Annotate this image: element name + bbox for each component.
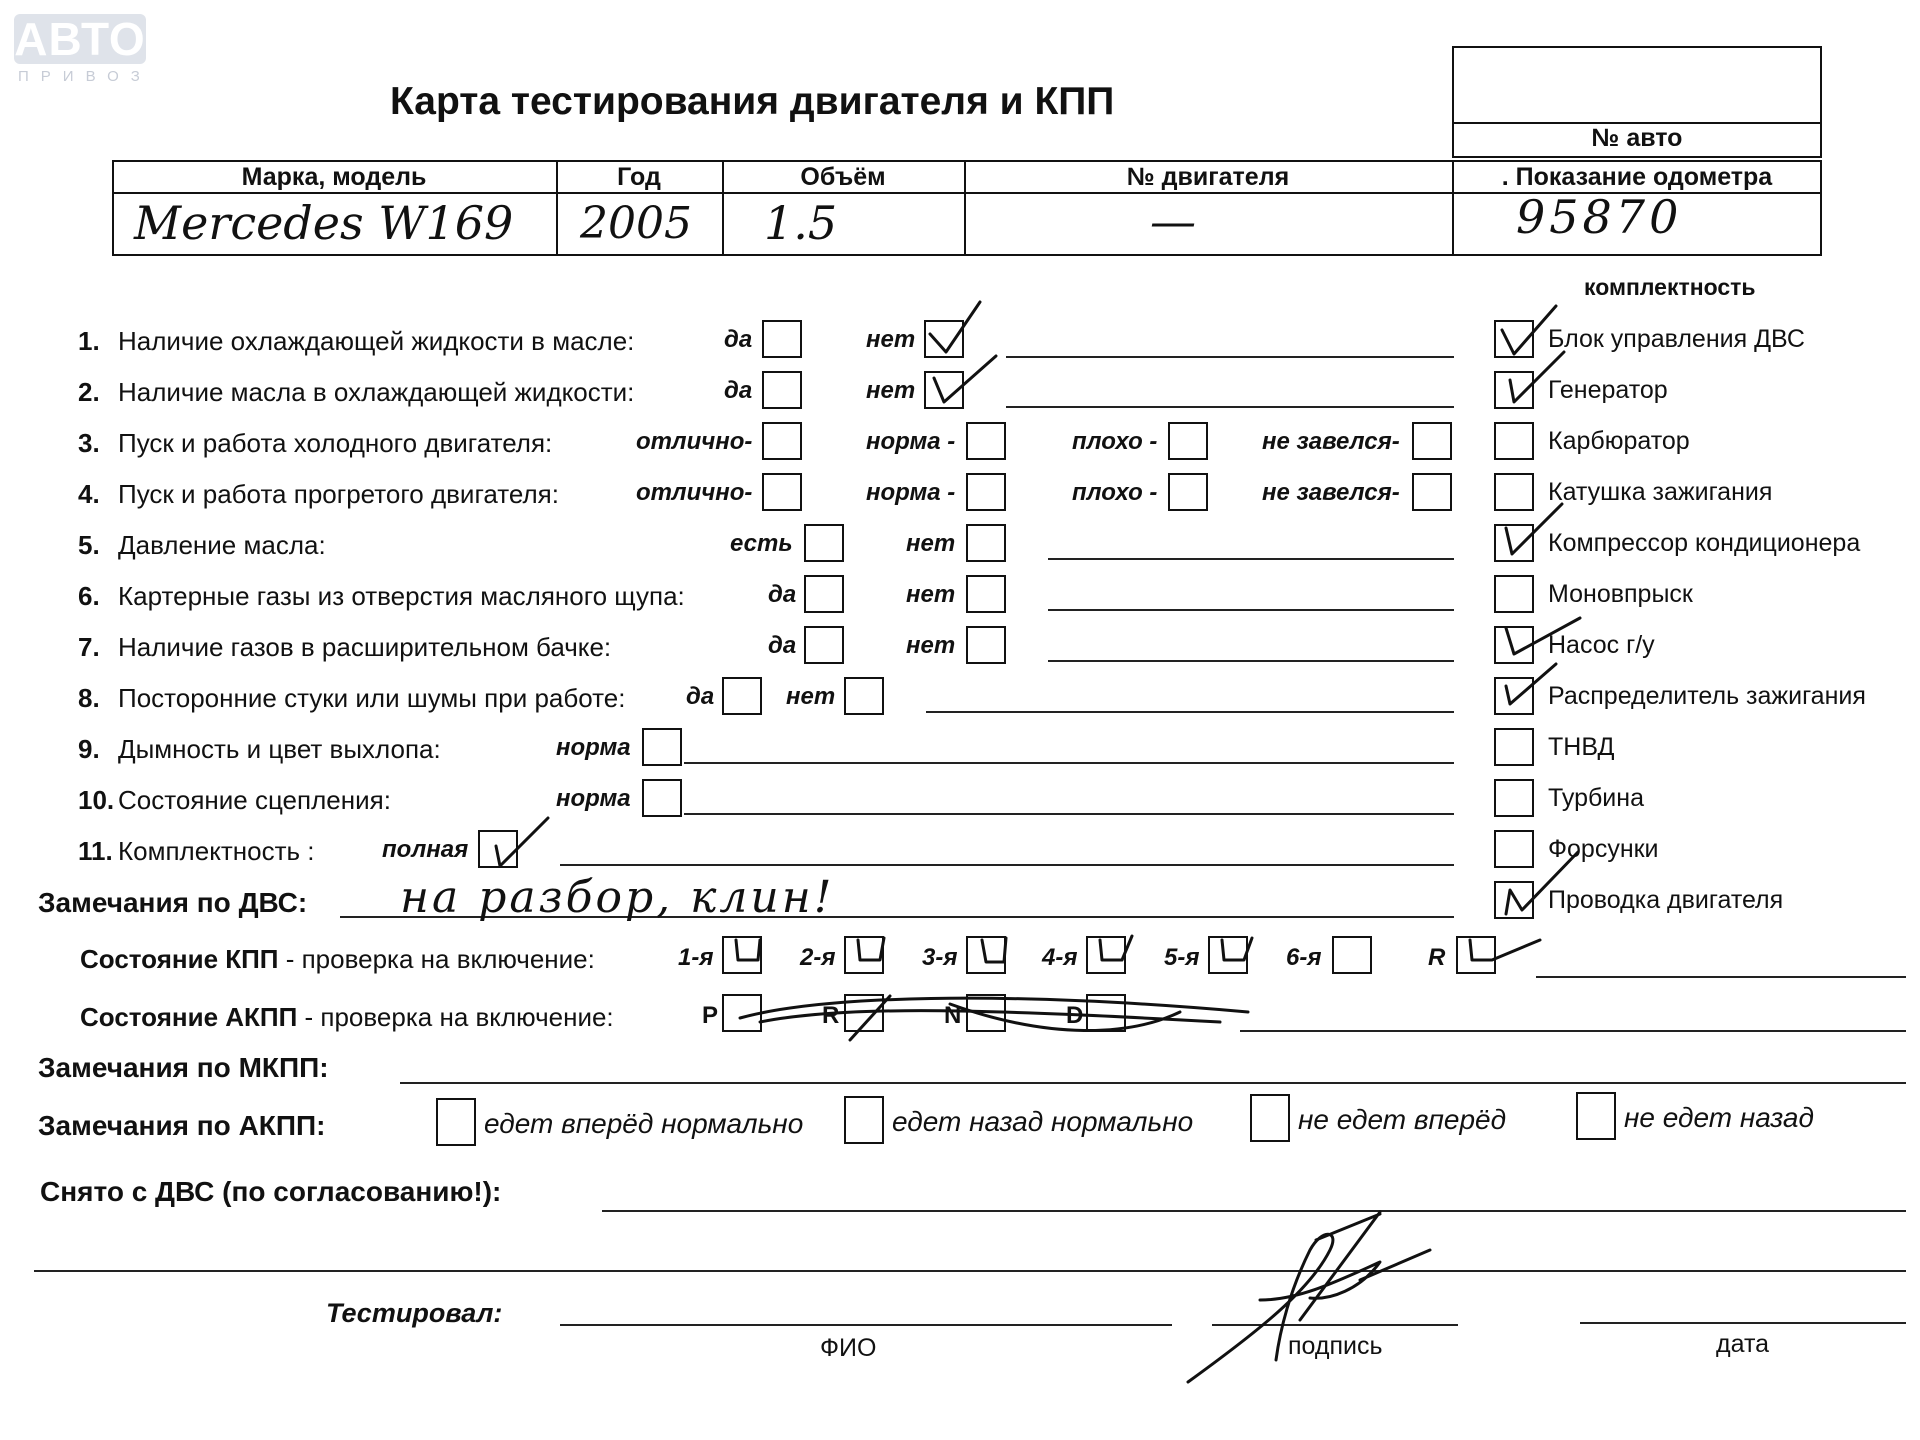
checkbox[interactable] bbox=[1086, 994, 1126, 1032]
option-label: отлично- bbox=[636, 479, 753, 506]
row-number: 6. bbox=[78, 581, 100, 611]
checkbox[interactable] bbox=[722, 677, 762, 715]
col-model: Марка, модель bbox=[241, 163, 427, 191]
col-engine-number: № двигателя bbox=[1126, 163, 1290, 191]
checkbox[interactable] bbox=[762, 473, 802, 511]
checkbox[interactable] bbox=[1168, 422, 1208, 460]
checkbox[interactable] bbox=[436, 1098, 476, 1146]
akpp-mode: D bbox=[1066, 1002, 1084, 1029]
checkbox[interactable] bbox=[844, 936, 884, 974]
signature-caption: подпись bbox=[1288, 1332, 1383, 1360]
option-label: плохо - bbox=[1072, 428, 1158, 455]
completeness-item: Карбюратор bbox=[1548, 427, 1690, 455]
checkbox[interactable] bbox=[762, 320, 802, 358]
row-label: Наличие масла в охлаждающей жидкости: bbox=[118, 377, 635, 407]
option-label: не завелся- bbox=[1262, 479, 1400, 506]
checkbox[interactable] bbox=[844, 994, 884, 1032]
row-number: 8. bbox=[78, 683, 100, 713]
checkbox[interactable] bbox=[966, 524, 1006, 562]
checkbox[interactable] bbox=[1412, 473, 1452, 511]
checkbox[interactable] bbox=[1494, 320, 1534, 358]
option-label: нет bbox=[866, 326, 916, 353]
option-label: не завелся- bbox=[1262, 428, 1400, 455]
checkbox[interactable] bbox=[966, 994, 1006, 1032]
akpp-option: не едет вперёд bbox=[1298, 1104, 1507, 1135]
kpp-label-rest: - проверка на включение: bbox=[278, 944, 595, 974]
checkbox[interactable] bbox=[722, 936, 762, 974]
row-label: Пуск и работа прогретого двигателя: bbox=[118, 479, 559, 509]
row-label: Комплектность : bbox=[118, 836, 315, 866]
col-odometer: . Показание одометра bbox=[1501, 163, 1773, 191]
remarks-mkpp-label: Замечания по МКПП: bbox=[38, 1052, 329, 1083]
checkbox[interactable] bbox=[966, 575, 1006, 613]
completeness-item: Турбина bbox=[1548, 784, 1644, 812]
option-label: нет bbox=[906, 530, 956, 557]
completeness-item: Форсунки bbox=[1548, 835, 1659, 863]
row-label: Состояние сцепления: bbox=[118, 785, 391, 815]
page-title: Карта тестирования двигателя и КПП bbox=[390, 80, 1115, 123]
completeness-item: Компрессор кондиционера bbox=[1548, 529, 1861, 557]
option-label: отлично- bbox=[636, 428, 753, 455]
checkbox[interactable] bbox=[1494, 677, 1534, 715]
akpp-mode: P bbox=[702, 1002, 719, 1029]
fio-caption: ФИО bbox=[820, 1334, 877, 1362]
kpp-label-bold: Состояние КПП bbox=[80, 944, 279, 974]
completeness-item: Блок управления ДВС bbox=[1548, 325, 1805, 353]
gear-label: 6-я bbox=[1286, 944, 1322, 971]
option-label: плохо - bbox=[1072, 479, 1158, 506]
completeness-header: комплектность bbox=[1584, 274, 1756, 300]
option-label: нет bbox=[906, 581, 956, 608]
akpp-mode: R bbox=[822, 1002, 840, 1029]
value-year: 2005 bbox=[580, 198, 692, 249]
akpp-label-rest: - проверка на включение: bbox=[297, 1002, 614, 1032]
row-label: Давление масла: bbox=[118, 530, 326, 560]
checkbox[interactable] bbox=[1456, 936, 1496, 974]
row-number: 9. bbox=[78, 734, 100, 764]
checkbox[interactable] bbox=[924, 371, 964, 409]
checkbox[interactable] bbox=[1412, 422, 1452, 460]
row-number: 10. bbox=[78, 785, 115, 815]
checkbox[interactable] bbox=[642, 779, 682, 817]
checkbox[interactable] bbox=[804, 626, 844, 664]
option-label: норма - bbox=[866, 428, 956, 455]
option-label: полная bbox=[382, 836, 469, 863]
checkbox[interactable] bbox=[844, 1096, 884, 1144]
checkbox[interactable] bbox=[1494, 473, 1534, 511]
row-label: Посторонние стуки или шумы при работе: bbox=[118, 683, 626, 713]
row-number: 3. bbox=[78, 428, 100, 458]
gear-label: 1-я bbox=[678, 944, 714, 971]
checkbox[interactable] bbox=[924, 320, 964, 358]
checkbox[interactable] bbox=[966, 422, 1006, 460]
akpp-mode: N bbox=[944, 1002, 962, 1029]
remarks-dvs-value: на разбор, клин! bbox=[400, 872, 835, 923]
row-label: Картерные газы из отверстия масляного щупа: bbox=[118, 581, 685, 611]
row-number: 5. bbox=[78, 530, 100, 560]
completeness-item: Генератор bbox=[1548, 376, 1668, 404]
checkbox[interactable] bbox=[1576, 1092, 1616, 1140]
gear-label: R bbox=[1428, 944, 1446, 971]
option-label: да bbox=[724, 326, 753, 353]
tested-by-label: Тестировал: bbox=[326, 1298, 503, 1328]
logo-subtitle: ПРИВОЗ bbox=[18, 68, 152, 85]
option-label: норма - bbox=[866, 479, 956, 506]
checkbox[interactable] bbox=[762, 371, 802, 409]
checkbox[interactable] bbox=[478, 830, 518, 868]
akpp-option: не едет назад bbox=[1624, 1102, 1814, 1133]
checkbox[interactable] bbox=[966, 626, 1006, 664]
akpp-label-bold: Состояние АКПП bbox=[80, 1002, 298, 1032]
row-number: 4. bbox=[78, 479, 100, 509]
row-number: 2. bbox=[78, 377, 100, 407]
row-number: 1. bbox=[78, 326, 100, 356]
completeness-item: ТНВД bbox=[1548, 733, 1615, 761]
completeness-item: Распределитель зажигания bbox=[1548, 682, 1866, 710]
col-year: Год bbox=[617, 163, 661, 191]
option-label: да bbox=[686, 683, 715, 710]
option-label: норма bbox=[556, 734, 631, 761]
option-label: да bbox=[724, 377, 753, 404]
checkbox[interactable] bbox=[804, 524, 844, 562]
logo bbox=[14, 14, 154, 84]
option-label: да bbox=[768, 632, 797, 659]
gear-label: 2-я bbox=[800, 944, 836, 971]
option-label: есть bbox=[730, 530, 793, 557]
option-label: норма bbox=[556, 785, 631, 812]
value-engine-number: — bbox=[1150, 194, 1196, 248]
checkbox[interactable] bbox=[1494, 881, 1534, 919]
auto-number-label: № авто bbox=[1591, 124, 1683, 152]
checkbox[interactable] bbox=[1494, 626, 1534, 664]
checkbox[interactable] bbox=[722, 994, 762, 1032]
gear-label: 3-я bbox=[922, 944, 958, 971]
akpp-option: едет назад нормально bbox=[892, 1106, 1194, 1137]
col-volume: Объём bbox=[800, 163, 886, 191]
gear-label: 4-я bbox=[1042, 944, 1078, 971]
checkbox[interactable] bbox=[1168, 473, 1208, 511]
logo-mark: АВТО bbox=[14, 13, 146, 65]
kpp-label bbox=[80, 944, 595, 975]
checkbox[interactable] bbox=[1494, 422, 1534, 460]
row-number: 7. bbox=[78, 632, 100, 662]
checkbox[interactable] bbox=[1494, 830, 1534, 868]
gear-label: 5-я bbox=[1164, 944, 1200, 971]
checkbox[interactable] bbox=[966, 936, 1006, 974]
row-label: Дымность и цвет выхлопа: bbox=[118, 734, 441, 764]
checkbox[interactable] bbox=[642, 728, 682, 766]
checkbox[interactable] bbox=[1208, 936, 1248, 974]
checkbox[interactable] bbox=[1494, 779, 1534, 817]
checkbox[interactable] bbox=[1494, 575, 1534, 613]
checkbox[interactable] bbox=[804, 575, 844, 613]
option-label: нет bbox=[906, 632, 956, 659]
checkbox[interactable] bbox=[1250, 1094, 1290, 1142]
row-label: Наличие газов в расширительном бачке: bbox=[118, 632, 612, 662]
value-odometer: 95870 bbox=[1516, 190, 1683, 244]
remarks-akpp-label: Замечания по АКПП: bbox=[38, 1110, 326, 1141]
completeness-item: Насос г/у bbox=[1548, 631, 1655, 659]
completeness-item: Проводка двигателя bbox=[1548, 886, 1784, 914]
checkbox[interactable] bbox=[844, 677, 884, 715]
option-label: нет bbox=[786, 683, 836, 710]
completeness-item: Катушка зажигания bbox=[1548, 478, 1773, 506]
checkbox[interactable] bbox=[1086, 936, 1126, 974]
row-label: Наличие охлаждающей жидкости в масле: bbox=[118, 326, 635, 356]
akpp-option: едет вперёд нормально bbox=[484, 1108, 804, 1139]
date-caption: дата bbox=[1716, 1330, 1770, 1358]
option-label: нет bbox=[866, 377, 916, 404]
row-label: Пуск и работа холодного двигателя: bbox=[118, 428, 553, 458]
checkbox[interactable] bbox=[762, 422, 802, 460]
checkbox[interactable] bbox=[1494, 728, 1534, 766]
checkbox[interactable] bbox=[1494, 371, 1534, 409]
checkbox[interactable] bbox=[1332, 936, 1372, 974]
row-number: 11. bbox=[78, 836, 113, 866]
value-volume: 1.5 bbox=[764, 196, 838, 250]
remarks-dvs-label: Замечания по ДВС: bbox=[38, 887, 308, 918]
completeness-item: Моновпрыск bbox=[1548, 580, 1693, 608]
removed-label: Снято с ДВС (по согласованию!): bbox=[40, 1176, 502, 1207]
checkbox[interactable] bbox=[1494, 524, 1534, 562]
value-model: Mercedes W169 bbox=[134, 196, 514, 250]
option-label: да bbox=[768, 581, 797, 608]
checkbox[interactable] bbox=[966, 473, 1006, 511]
akpp-label bbox=[80, 1002, 614, 1033]
